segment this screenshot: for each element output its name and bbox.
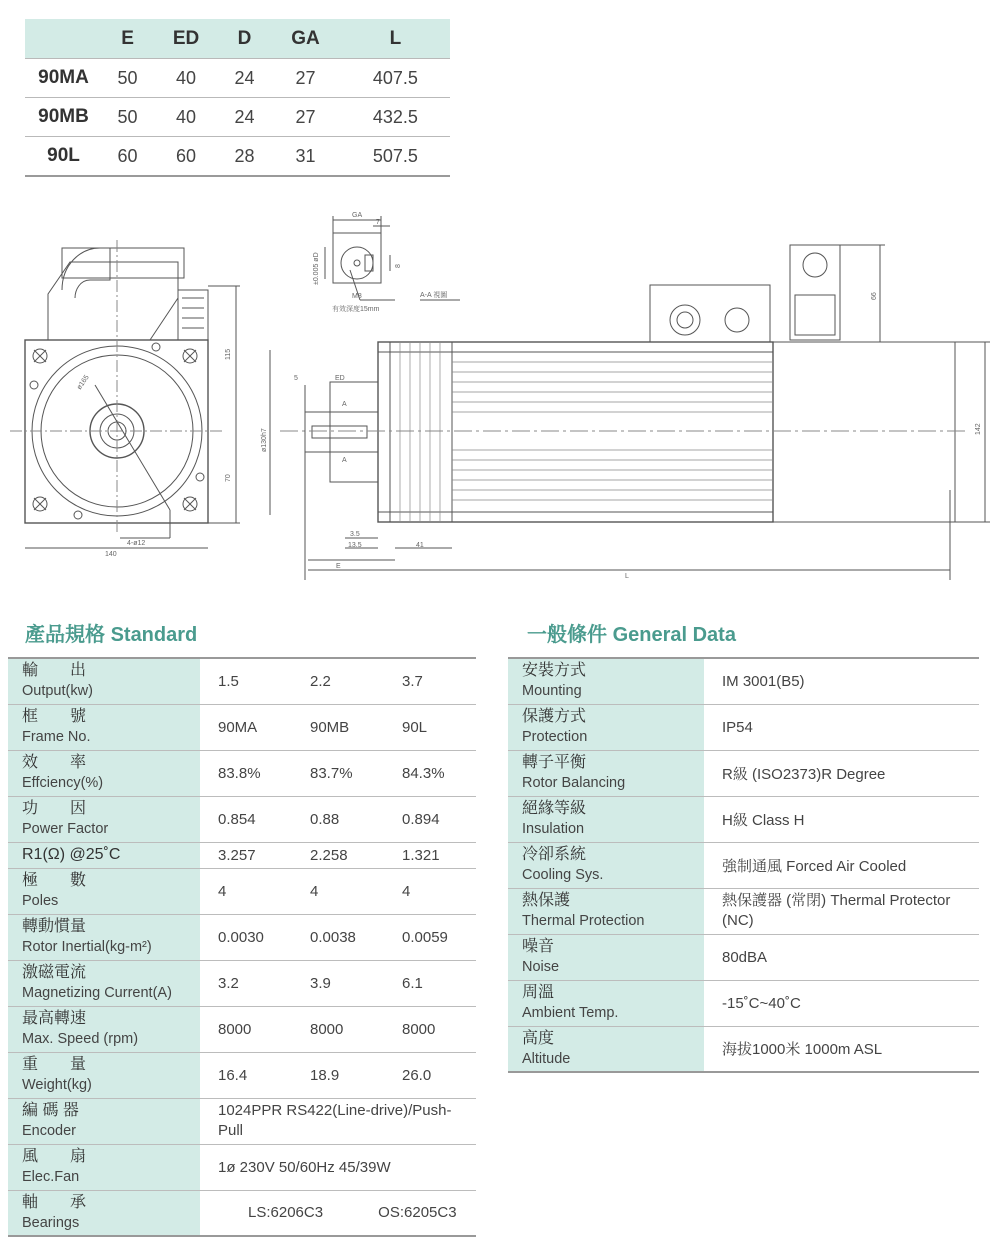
row-label: 高度 Altitude — [508, 1026, 704, 1072]
table-row — [8, 796, 476, 842]
cell: 0.894 — [402, 810, 440, 828]
cell: 0.854 — [218, 810, 256, 828]
fan-value: 1ø 230V 50/60Hz 45/39W — [218, 1158, 391, 1176]
cell: 1.321 — [402, 846, 440, 864]
table-row — [8, 1052, 476, 1098]
table-row — [508, 980, 979, 1026]
cell: 24 — [219, 59, 270, 98]
section-a-bottom: A — [342, 457, 347, 464]
cell: 0.88 — [310, 810, 340, 828]
cell: 90MB — [310, 718, 350, 736]
cell: 50 — [102, 98, 153, 137]
cell: 407.5 — [341, 59, 450, 98]
table-row — [508, 796, 979, 842]
dim-41-label: 41 — [416, 542, 424, 549]
cell: H級 Class H — [722, 811, 805, 829]
row-label: 最高轉速 Max. Speed (rpm) — [8, 1006, 200, 1052]
side-view — [270, 245, 990, 580]
dim-8-label: 8 — [395, 264, 402, 268]
cell: 1.5 — [218, 672, 239, 690]
cell: 0.0038 — [310, 928, 356, 946]
standard-title-zh: 產品規格 — [25, 624, 105, 646]
header-d: D — [219, 19, 270, 59]
cell: 16.4 — [218, 1066, 248, 1084]
dim-142-label: 142 — [975, 423, 982, 435]
front-view — [10, 240, 240, 548]
model-label: 90MA — [25, 59, 102, 98]
cell: -15˚C~40˚C — [722, 994, 801, 1012]
model-label: 90L — [25, 137, 102, 177]
cell: 507.5 — [341, 137, 450, 177]
section-label: A-A 視圖 — [420, 292, 448, 299]
cell: 28 — [219, 137, 270, 177]
header-e: E — [102, 19, 153, 59]
table-row — [508, 658, 979, 704]
dimension-header-row — [25, 19, 450, 59]
row-label: 保護方式 Protection — [508, 704, 704, 750]
table-row — [8, 1190, 476, 1236]
depth-note: 有效深度15mm — [332, 306, 380, 313]
table-row — [508, 842, 979, 888]
encoder-value: 1024PPR RS422(Line-drive)/Push-Pull — [218, 1102, 452, 1139]
corner-cell — [25, 19, 102, 59]
cell: 50 — [102, 59, 153, 98]
dimension-table — [25, 19, 450, 177]
cell: 27 — [270, 59, 341, 98]
cell: 4 — [310, 882, 319, 900]
cell: 60 — [153, 137, 219, 177]
cell: 3.9 — [310, 974, 331, 992]
row-label: 絕緣等級 Insulation — [508, 796, 704, 842]
cell: 80dBA — [722, 948, 768, 966]
cell: 強制通風 Forced Air Cooled — [722, 857, 907, 875]
standard-title-en: Standard — [110, 624, 198, 646]
dia-165-label: ø165 — [75, 374, 91, 392]
ed-label: ED — [335, 375, 345, 382]
table-row — [8, 1144, 476, 1190]
dim-70-label: 70 — [225, 474, 232, 482]
row-label: 轉子平衡 Rotor Balancing — [508, 750, 704, 796]
m8-label: M8 — [352, 293, 362, 300]
cell: 2.2 — [310, 672, 331, 690]
cell: IM 3001(B5) — [722, 672, 805, 690]
row-label: 編 碼 器 Encoder — [8, 1098, 200, 1144]
row-label: 極 數 Poles — [8, 868, 200, 914]
cell: R級 (ISO2373)R Degree — [722, 765, 886, 783]
row-label: 噪音 Noise — [508, 934, 704, 980]
general-section-title — [527, 618, 736, 647]
ls-bearing: LS:6206C3 — [248, 1204, 324, 1222]
cell: 0.0059 — [402, 928, 448, 946]
row-label: 熱保護 Thermal Protection — [508, 888, 704, 934]
dim-66-label: 66 — [871, 292, 878, 300]
os-bearing: OS:6205C3 — [378, 1204, 457, 1222]
row-label: 風 扇 Elec.Fan — [8, 1144, 200, 1190]
row-label: 冷卻系統 Cooling Sys. — [508, 842, 704, 888]
standard-spec-table — [8, 657, 476, 1237]
table-row — [25, 98, 450, 137]
cell: 熱保護器 (常閉) Thermal Protector (NC) — [722, 892, 951, 929]
table-row — [8, 750, 476, 796]
table-row — [25, 59, 450, 98]
table-row — [8, 1006, 476, 1052]
general-data-table — [508, 657, 979, 1073]
cell: 4 — [402, 882, 411, 900]
cell: IP54 — [722, 718, 753, 736]
row-label: 效 率 Effciency(%) — [8, 750, 200, 796]
cell: 海拔1000米 1000m ASL — [722, 1041, 883, 1059]
section-a-top: A — [342, 401, 347, 408]
ga-label: GA — [352, 212, 363, 219]
cell: 4 — [218, 882, 227, 900]
row-label: 激磁電流 Magnetizing Current(A) — [8, 960, 200, 1006]
cell: 18.9 — [310, 1066, 340, 1084]
table-row — [8, 1098, 476, 1144]
shaft-detail-view — [325, 216, 460, 300]
cell: 432.5 — [341, 98, 450, 137]
cell: 6.1 — [402, 974, 423, 992]
cell: 24 — [219, 98, 270, 137]
cell: 90L — [402, 718, 428, 736]
cell: 31 — [270, 137, 341, 177]
cell: 3.2 — [218, 974, 239, 992]
cell: 8000 — [218, 1020, 252, 1038]
table-row — [8, 658, 476, 704]
table-row — [508, 704, 979, 750]
row-label: 周溫 Ambient Temp. — [508, 980, 704, 1026]
cell: 84.3% — [402, 764, 445, 782]
table-row — [8, 960, 476, 1006]
cell: 40 — [153, 59, 219, 98]
row-label: R1(Ω) @25˚C — [8, 842, 200, 868]
cell: 2.258 — [310, 846, 348, 864]
technical-drawing — [0, 190, 1000, 590]
row-label: 轉動慣量 Rotor Inertial(kg-m²) — [8, 914, 200, 960]
cell: 90MA — [218, 718, 258, 736]
e-label: E — [336, 563, 341, 570]
cell: 8000 — [402, 1020, 436, 1038]
table-row — [508, 1026, 979, 1072]
dia-d-label: ±0.005 øD — [313, 252, 320, 285]
table-row — [8, 704, 476, 750]
fin-lines — [400, 342, 773, 522]
row-label: 輸 出 Output(kw) — [8, 658, 200, 704]
holes-label: 4-ø12 — [127, 540, 146, 547]
cell: 27 — [270, 98, 341, 137]
l-label: L — [625, 573, 629, 580]
table-row — [508, 888, 979, 934]
dim-115-label: 115 — [225, 348, 232, 360]
dim-3-5-label: 3.5 — [350, 531, 360, 538]
table-row — [8, 868, 476, 914]
general-title-zh: 一般條件 — [527, 624, 607, 646]
row-label: 軸 承 Bearings — [8, 1190, 200, 1236]
general-title-en: General Data — [612, 624, 736, 646]
dim-140-label: 140 — [105, 551, 117, 558]
row-label: 安裝方式 Mounting — [508, 658, 704, 704]
dim-7-label: 7 — [376, 219, 380, 226]
table-row — [508, 934, 979, 980]
table-row — [8, 842, 476, 868]
cell: 60 — [102, 137, 153, 177]
table-row — [8, 914, 476, 960]
dia-130-label: ø130h7 — [261, 428, 268, 452]
row-label: 重 量 Weight(kg) — [8, 1052, 200, 1098]
model-label: 90MB — [25, 98, 102, 137]
dim-5-label: 5 — [294, 375, 298, 382]
cell: 83.7% — [310, 764, 353, 782]
cell: 0.0030 — [218, 928, 264, 946]
cell: 83.8% — [218, 764, 261, 782]
dim-13-5-label: 13.5 — [348, 542, 362, 549]
table-row — [508, 750, 979, 796]
cell: 3.257 — [218, 846, 256, 864]
bearings-cell — [200, 1190, 476, 1236]
cell: 26.0 — [402, 1066, 432, 1084]
standard-section-title — [25, 618, 197, 647]
header-l: L — [341, 19, 450, 59]
row-label: 功 因 Power Factor — [8, 796, 200, 842]
header-ed: ED — [153, 19, 219, 59]
cell: 3.7 — [402, 672, 423, 690]
drawing-svg — [0, 190, 1000, 590]
header-ga: GA — [270, 19, 341, 59]
row-label: 框 號 Frame No. — [8, 704, 200, 750]
cell: 40 — [153, 98, 219, 137]
cell: 8000 — [310, 1020, 344, 1038]
table-row — [25, 137, 450, 177]
